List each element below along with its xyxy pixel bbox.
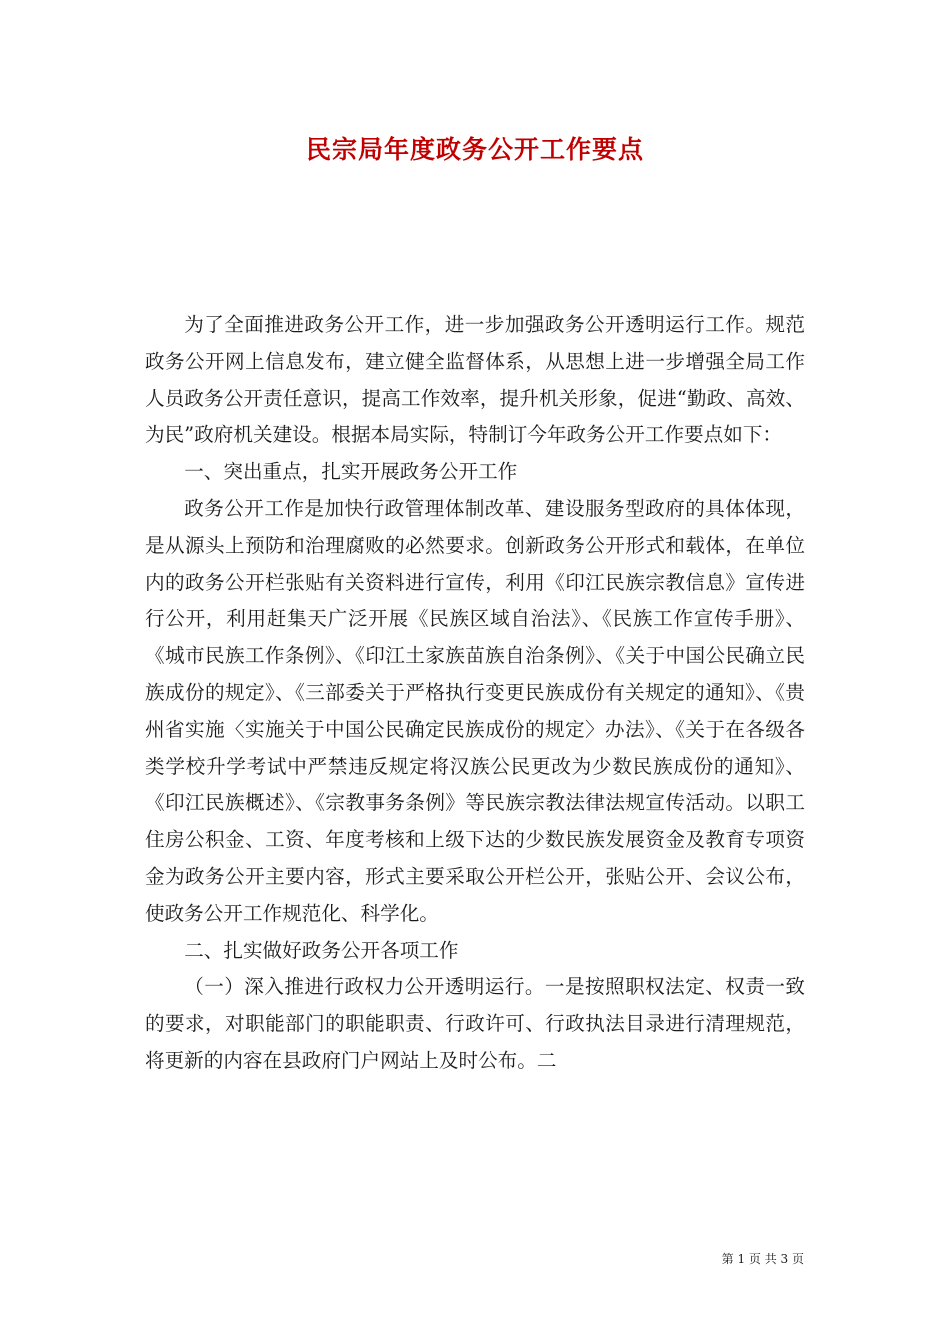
section-1-paragraph: 政务公开工作是加快行政管理体制改革、建设服务型政府的具体体现，是从源头上预防和治理腐败的必然要求。创新政务公开形式和载体，在单位内的政务公开栏张贴有关资料进行宣传，利用《印江民族宗教信息》宣传进行公开，利用赶集天广泛开展《民族区域自治法》、《民族工作宣传手册》、《城市民族工作条例》、《印江土家族苗族自治条例》、《关于中国公民确立民族成份的规定》、《三部委关于严格执行变更民族成份有关规定的通知》、《贵州省实施〈实施关于中国公民确定民族成份的规定〉办法》、《关于在各级各类学校升学考试中严禁违反规定将汉族公民更改为少数民族成份的通知》、《印江民族概述》、《宗教事务条例》等民族宗教法律法规宣传活动。以职工住房公积金、工资、年度考核和上级下达的少数民族发展资金及教育专项资金为政务公开主要内容，形式主要采取公开栏公开，张贴公开、会议公布，使政务公开工作规范化、科学化。 xyxy=(145,496,805,925)
section-heading-2: 二、扎实做好政务公开各项工作 xyxy=(184,938,459,962)
document-title: 民宗局年度政务公开工作要点 xyxy=(305,135,644,164)
section-heading-1: 一、突出重点，扎实开展政务公开工作 xyxy=(184,460,518,484)
intro-paragraph: 为了全面推进政务公开工作，进一步加强政务公开透明运行工作。规范政务公开网上信息发布，建立健全监督体系，从思想上进一步增强全局工作人员政务公开责任意识，提高工作效率，提升机关形象，促进“勤政、高效、为民”政府机关建设。根据本局实际，特制订今年政务公开工作要点如下： xyxy=(145,313,805,447)
page-number: 第 1 页 共 3 页 xyxy=(721,1252,804,1266)
document-body xyxy=(145,307,805,1080)
section-2-paragraph: （一）深入推进行政权力公开透明运行。一是按照职权法定、权责一致的要求，对职能部门的职能职责、行政许可、行政执法目录进行清理规范，将更新的内容在县政府门户网站上及时公布。二 xyxy=(145,975,805,1072)
